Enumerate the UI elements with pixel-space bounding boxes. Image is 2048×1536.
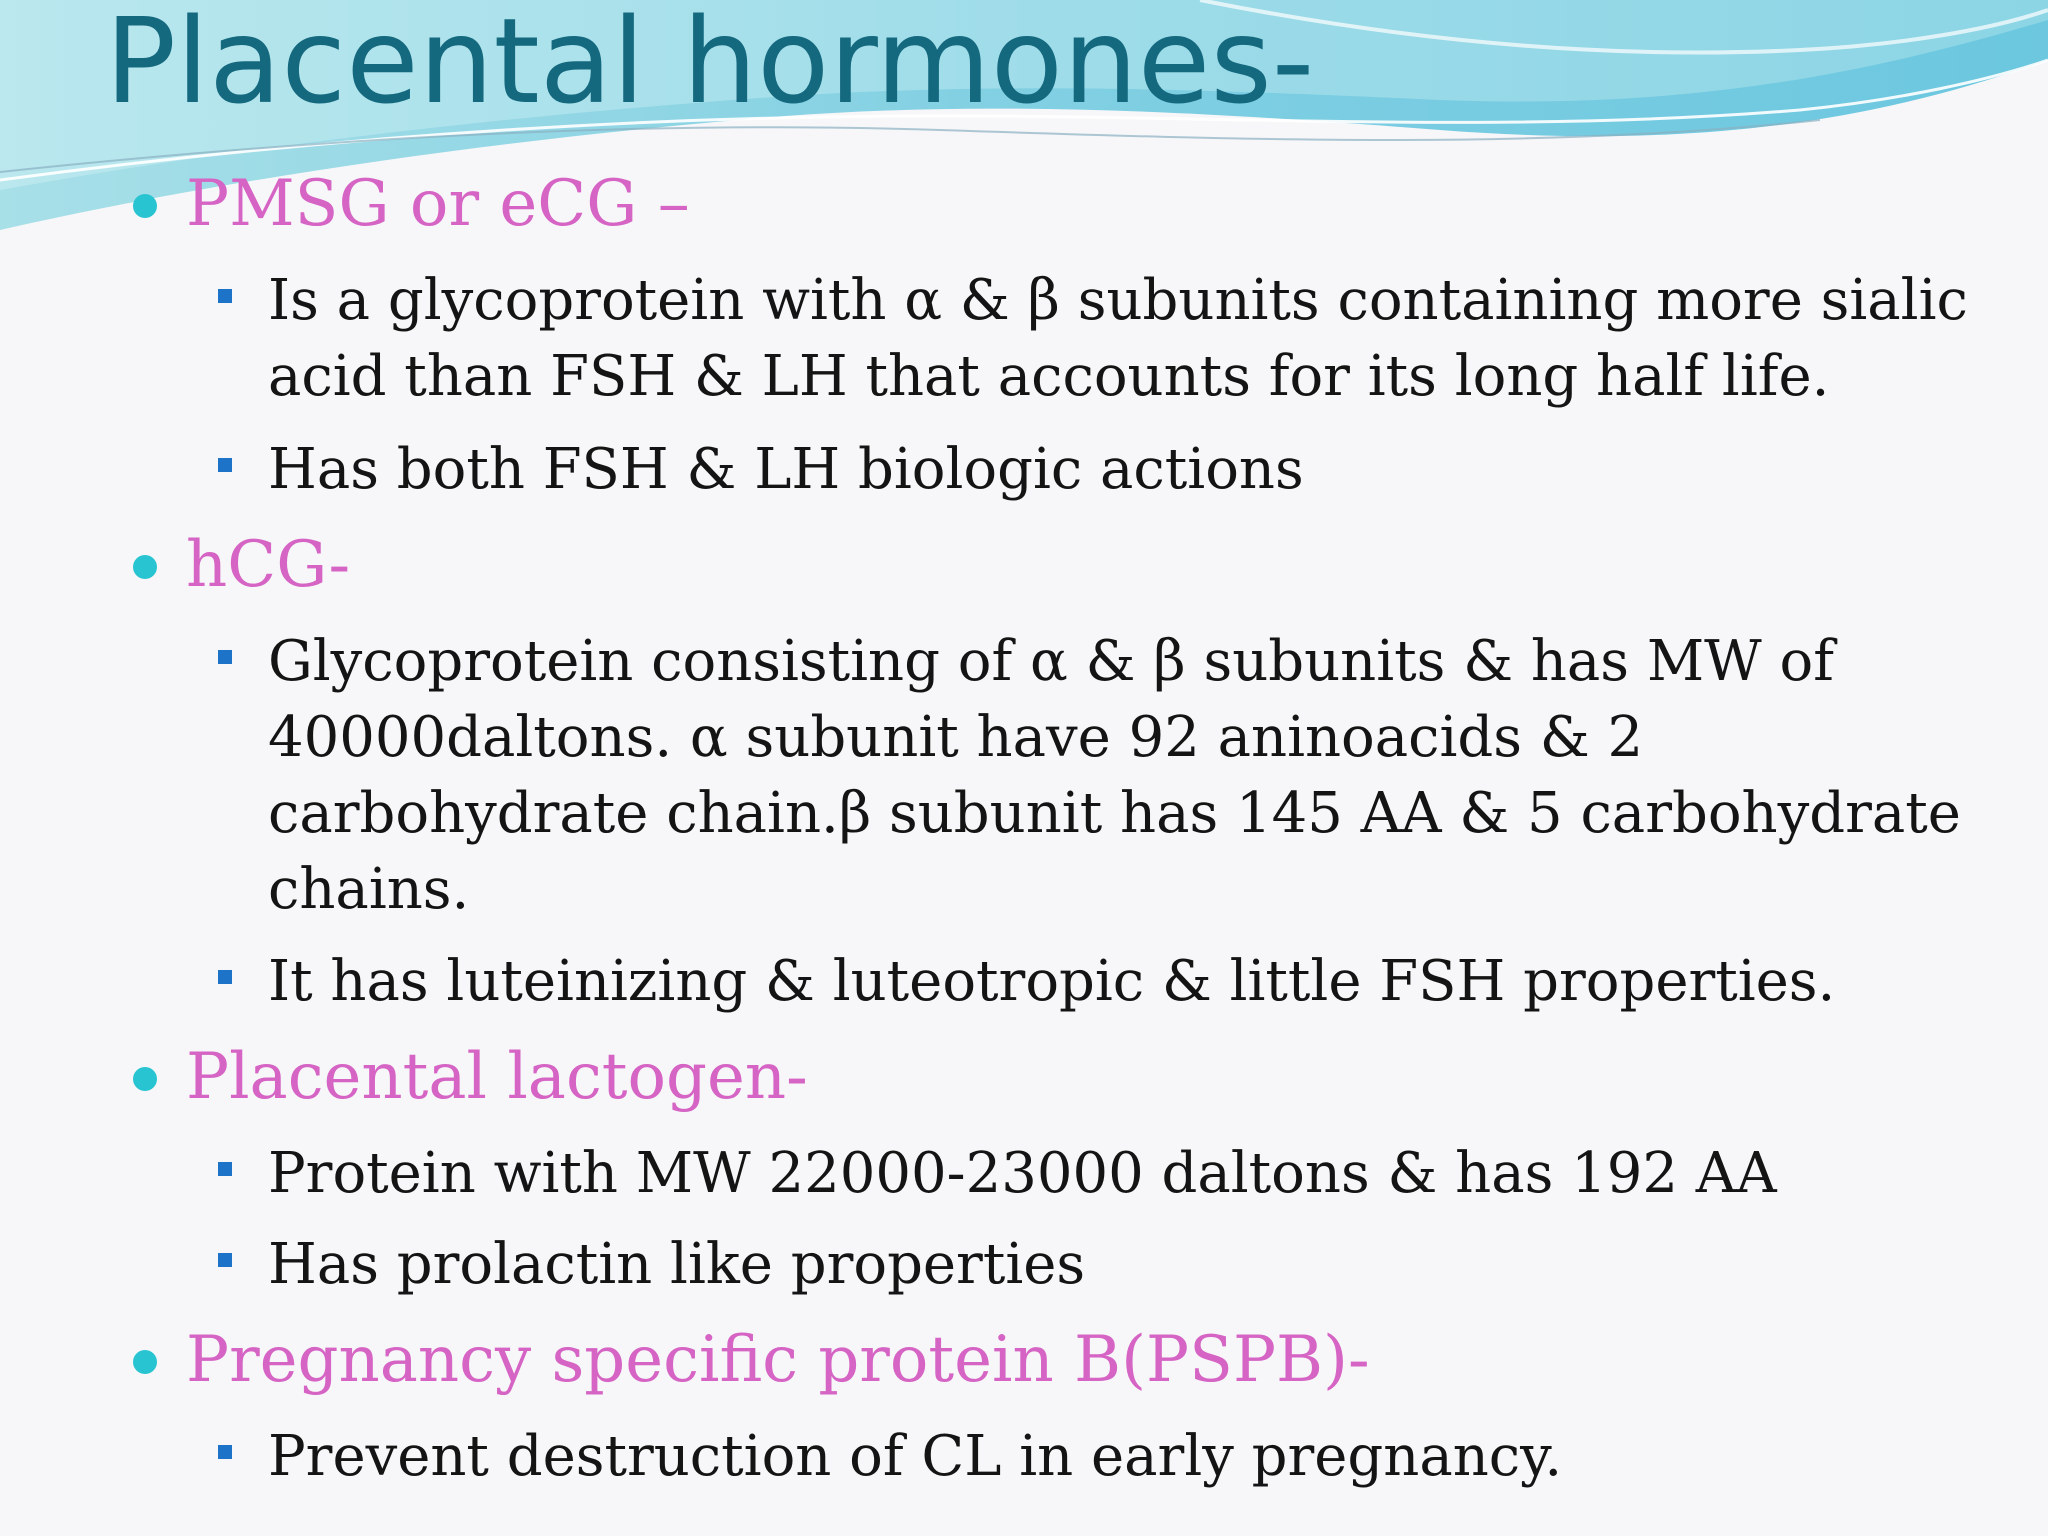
section-heading-text: Placental lactogen- [186,1040,808,1114]
section-heading-pspb [186,1323,1370,1397]
list-item [268,624,1968,928]
section-heading-placental-lactogen [186,1040,808,1114]
section-heading-text: PMSG or eCG – [186,167,690,241]
bullet-square-icon [218,970,232,984]
section-heading-text: hCG- [186,528,351,602]
bullet-dot-icon [133,1350,157,1374]
list-item [268,1227,1968,1303]
list-item-text: Glycoprotein consisting of α & β subunits & has MW of 40000daltons. α subunit have 92 aninoacids & 2 carbohydrate chain.β subunit has 145 AA & 5 carbohydrate chains. [268,629,1961,922]
list-item [268,432,1968,508]
section-heading-pmsg [186,167,690,241]
slide-title: Placental hormones- [105,0,1315,130]
bullet-dot-icon [133,194,157,218]
section-heading-text: Pregnancy specific protein B(PSPB)- [186,1323,1370,1397]
bullet-dot-icon [133,1067,157,1091]
list-item [268,1419,1968,1495]
list-item [268,263,1968,415]
list-item-text: It has luteinizing & luteotropic & little FSH properties. [268,949,1836,1014]
list-item-text: Has both FSH & LH biologic actions [268,437,1304,502]
bullet-square-icon [218,1253,232,1267]
bullet-square-icon [218,458,232,472]
list-item-text: Prevent destruction of CL in early pregnancy. [268,1424,1563,1489]
bullet-dot-icon [133,555,157,579]
bullet-square-icon [218,650,232,664]
bullet-square-icon [218,1445,232,1459]
section-heading-hcg [186,528,351,602]
list-item-text: Protein with MW 22000-23000 daltons & has 192 AA [268,1141,1777,1206]
bullet-square-icon [218,289,232,303]
list-item-text: Is a glycoprotein with α & β subunits containing more sialic acid than FSH & LH that accounts for its long half life. [268,268,1968,409]
list-item [268,1136,1968,1212]
list-item-text: Has prolactin like properties [268,1232,1086,1297]
list-item [268,944,1968,1020]
bullet-square-icon [218,1162,232,1176]
